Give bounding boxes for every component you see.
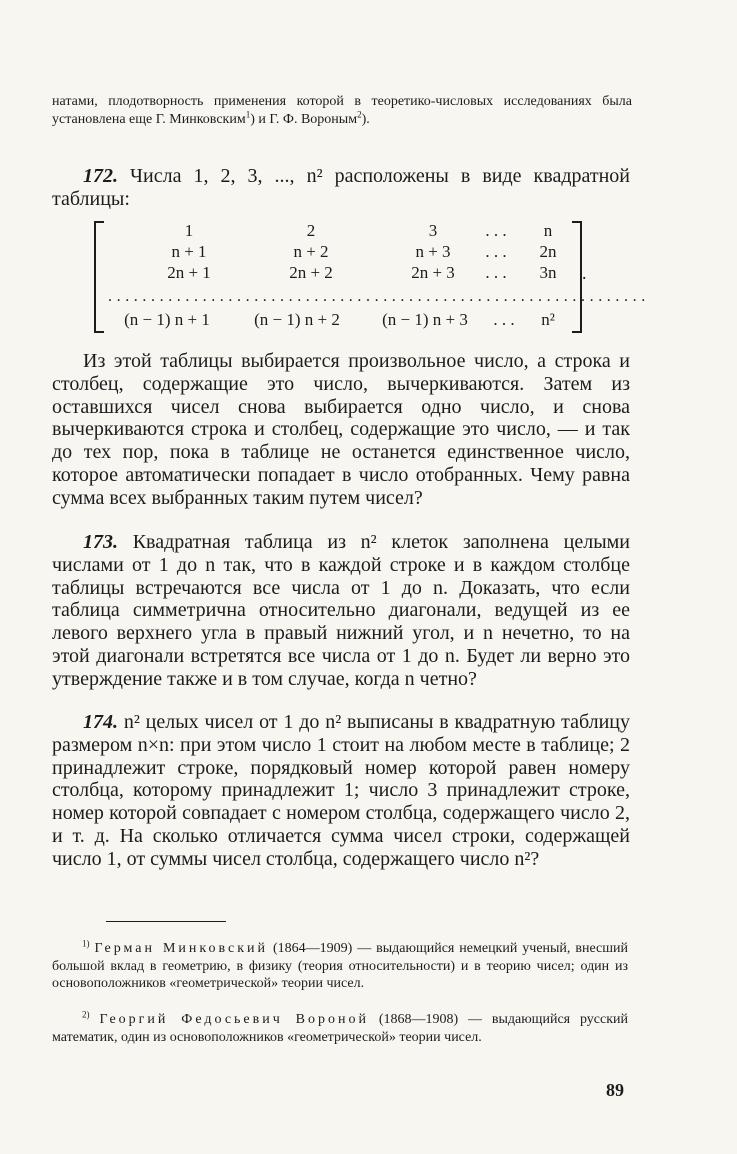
problem-174 (52, 711, 630, 871)
matrix-row (94, 221, 584, 241)
intro-text-1: натами, плодотворность применения которой в теоретико-числовых исследованиях была установлена еще Г. Минковским (52, 94, 632, 127)
matrix-cell: . . . (493, 310, 515, 329)
matrix-cell: 2n + 2 (289, 263, 333, 282)
footnote-ref-1: 1 (245, 109, 251, 120)
footnote-mark: 1) (82, 938, 90, 949)
footnote-separator (106, 921, 226, 922)
matrix-cell: . . . (485, 242, 507, 261)
footnote-2 (52, 1011, 628, 1046)
problem-text: Числа 1, 2, 3, ..., n² расположены в виде квадратной таблицы: (52, 165, 631, 210)
problem-number: 173. (83, 531, 118, 553)
footnote-ref-2: 2 (357, 109, 362, 120)
matrix-cell: (n − 1) n + 3 (382, 310, 468, 329)
matrix-cell: 2n + 3 (411, 263, 455, 282)
problem-173 (52, 531, 630, 691)
problem-172-intro (52, 165, 630, 211)
intro-text-2: ) и Г. Ф. Вороным (250, 112, 358, 127)
matrix-cell: (n − 1) n + 1 (124, 310, 210, 329)
problem-172-text (52, 350, 630, 510)
matrix-cell: n + 3 (415, 242, 451, 261)
problem-text: n² целых чисел от 1 до n² выписаны в квадратную таблицу размером n×n: при этом число 1 стоит на любом месте в таблице; 2 принадлежит строке, порядковый номер которой равен номеру столбца, которому принадлежит 1; число 3 принадлежит строке, номер которой совпадает с номером столбца, содержащего число 2, и т. д. На сколько отличается сумма чисел строки, содержащей число 1, от суммы чисел столбца, содержащего число n²? (52, 711, 631, 870)
matrix-cell: 2n (539, 242, 557, 261)
matrix-end-punctuation: . (582, 263, 587, 283)
matrix-cell: . . . (485, 263, 507, 282)
footnote-person-name: Георгий Федосьевич Вороной (99, 1012, 369, 1027)
matrix-cell: n + 1 (171, 242, 207, 261)
problem-text: Квадратная таблица из n² клеток заполнена целыми числами от 1 до n так, что в каждой строке и в каждом столбце таблицы встречаются все числа от 1 до n. Доказать, что если таблица симметрична относительно диагонали, ведущей из ее левого верхнего угла в правый нижний угол, и n нечетно, то на этой диагонали встретятся все числа от 1 до n. Будет ли верно это утверждение также и в том случае, когда n четно? (52, 531, 630, 690)
footnote-text: (1868—1908) — выдающийся русский математик, один из основоположников «геометрической» теории чисел. (52, 1012, 628, 1045)
matrix-cell: n² (541, 310, 555, 329)
intro-text-3: ). (361, 112, 370, 127)
footnote-1 (52, 940, 628, 993)
page-number: 89 (606, 1080, 624, 1100)
matrix-row (94, 310, 584, 330)
number-matrix (94, 221, 650, 331)
matrix-ellipsis-row: ............................................................... (108, 288, 650, 305)
matrix-row (94, 263, 584, 283)
problem-number: 174. (83, 711, 118, 733)
intro-paragraph (52, 93, 632, 129)
matrix-cell: n (543, 221, 553, 240)
matrix-cell: (n − 1) n + 2 (254, 310, 340, 329)
problem-number: 172. (83, 165, 118, 187)
problem-text: Из этой таблицы выбирается произвольное число, а строка и столбец, содержащие это число, вычеркиваются. Затем из оставшихся чисел снова выбирается одно число, и снова вычеркиваются строка и столбец, содержащие это число, — и так до тех пор, пока в таблице не останется единственное число, которое автоматически попадает в число отобранных. Чему равна сумма всех выбранных таким путем чисел? (52, 350, 630, 509)
matrix-cell: n + 2 (293, 242, 329, 261)
matrix-cell: 2n + 1 (167, 263, 211, 282)
footnote-person-name: Герман Минковский (94, 941, 268, 956)
matrix-cell: 3n (539, 263, 557, 282)
matrix-cell: 3 (428, 221, 438, 240)
matrix-cell: 1 (184, 221, 194, 240)
footnote-mark: 2) (82, 1009, 90, 1020)
matrix-row (94, 242, 584, 262)
footnote-text: (1864—1909) — выдающийся немецкий ученый, внесший большой вклад в геометрию, в физику (теория относительности) и в теорию чисел; один из основоположников «геометрической» теории чисел. (52, 941, 628, 991)
matrix-cell: 2 (306, 221, 316, 240)
matrix-cell: . . . (485, 221, 507, 240)
